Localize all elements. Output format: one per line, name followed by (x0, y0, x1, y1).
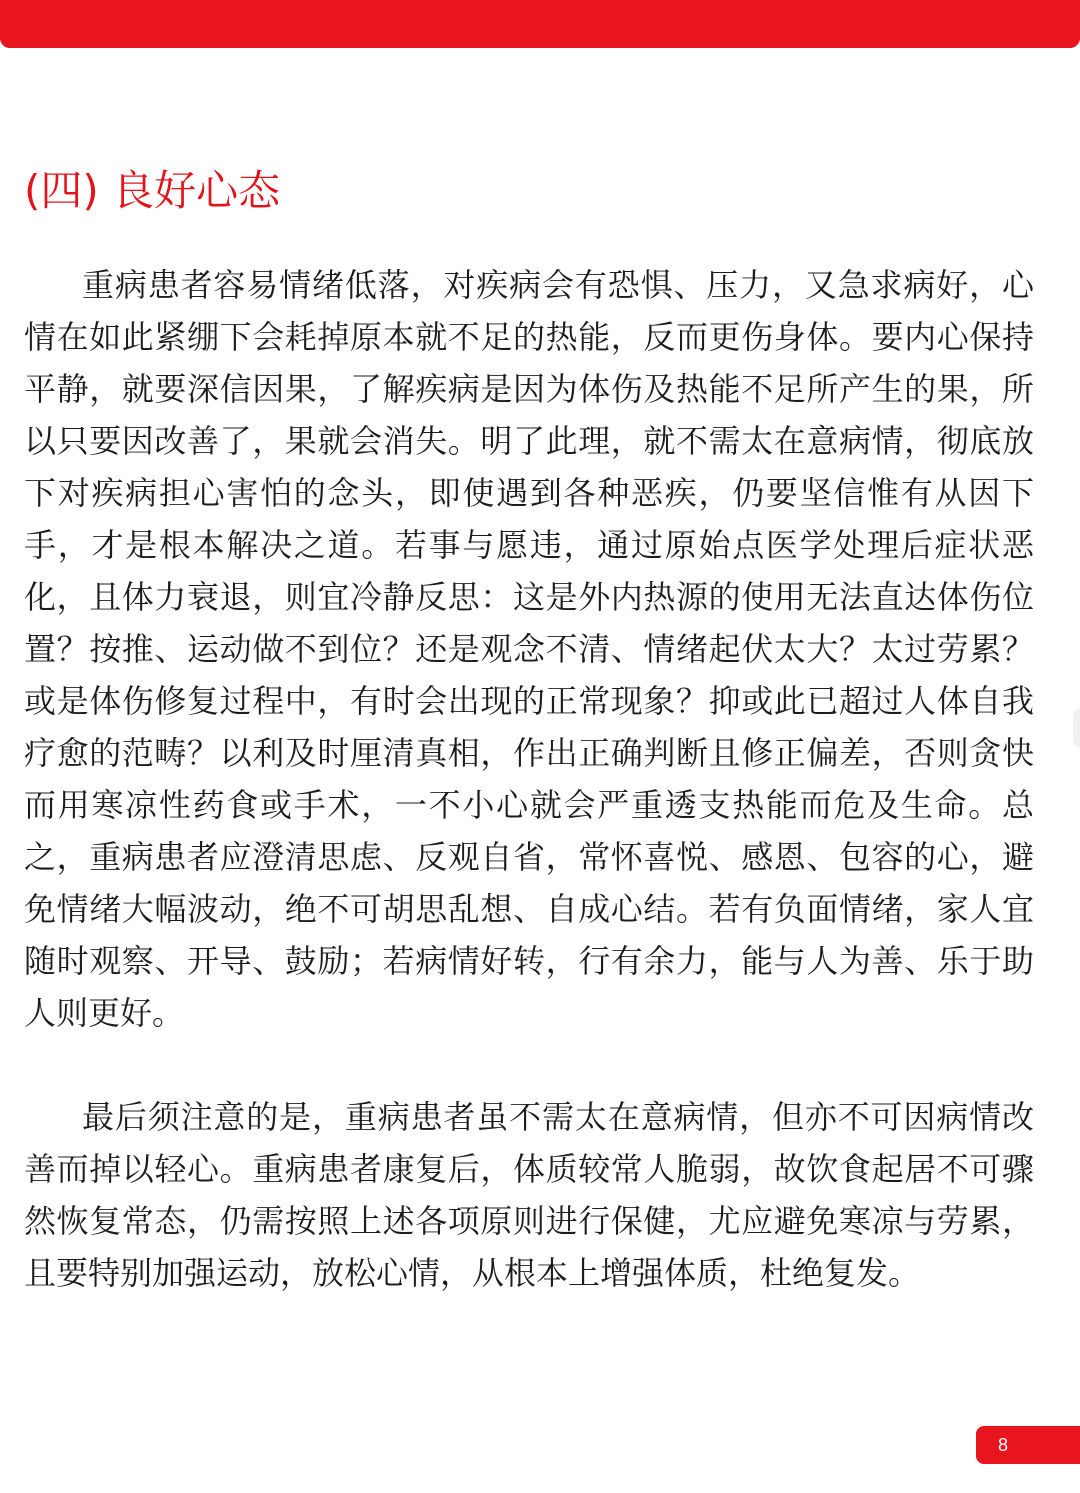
section-heading: (四) 良好心态 (24, 166, 281, 215)
page-number: 8 (998, 1435, 1009, 1455)
header-bar (0, 0, 1080, 48)
page-number-badge (976, 1426, 1080, 1464)
paragraph-recovery: 最后须注意的是，重病患者虽不需太在意病情，但亦不可因病情改善而掉以轻心。重病患者康复后，体质较常人脆弱，故饮食起居不可骤然恢复常态，仍需按照上述各项原则进行保健，尤应避免寒凉与劳累，且要特别加强运动，放松心情，从根本上增强体质，杜绝复发。 (24, 1098, 1034, 1292)
paragraph-mindset: 重病患者容易情绪低落，对疾病会有恐惧、压力，又急求病好，心情在如此紧绷下会耗掉原本就不足的热能，反而更伤身体。要内心保持平静，就要深信因果，了解疾病是因为体伤及热能不足所产生的果，所以只要因改善了，果就会消失。明了此理，就不需太在意病情，彻底放下对疾病担心害怕的念头，即使遇到各种恶疾，仍要坚信惟有从因下手，才是根本解决之道。若事与愿违，通过原始点医学处理后症状恶化，且体力衰退，则宜冷静反思：这是外内热源的使用无法直达体伤位置？按推、运动做不到位？还是观念不清、情绪起伏太大？太过劳累？或是体伤修复过程中，有时会出现的正常现象？抑或此已超过人体自我疗愈的范畴？以利及时厘清真相，作出正确判断且修正偏差，否则贪快而用寒凉性药食或手术，一不小心就会严重透支热能而危及生命。总之，重病患者应澄清思虑、反观自省，常怀喜悦、感恩、包容的心，避免情绪大幅波动，绝不可胡思乱想、自成心结。若有负面情绪，家人宜随时观察、开导、鼓励；若病情好转，行有余力，能与人为善、乐于助人则更好。 (24, 266, 1034, 1032)
article-body (24, 259, 1034, 1299)
edge-tab (1073, 708, 1080, 748)
